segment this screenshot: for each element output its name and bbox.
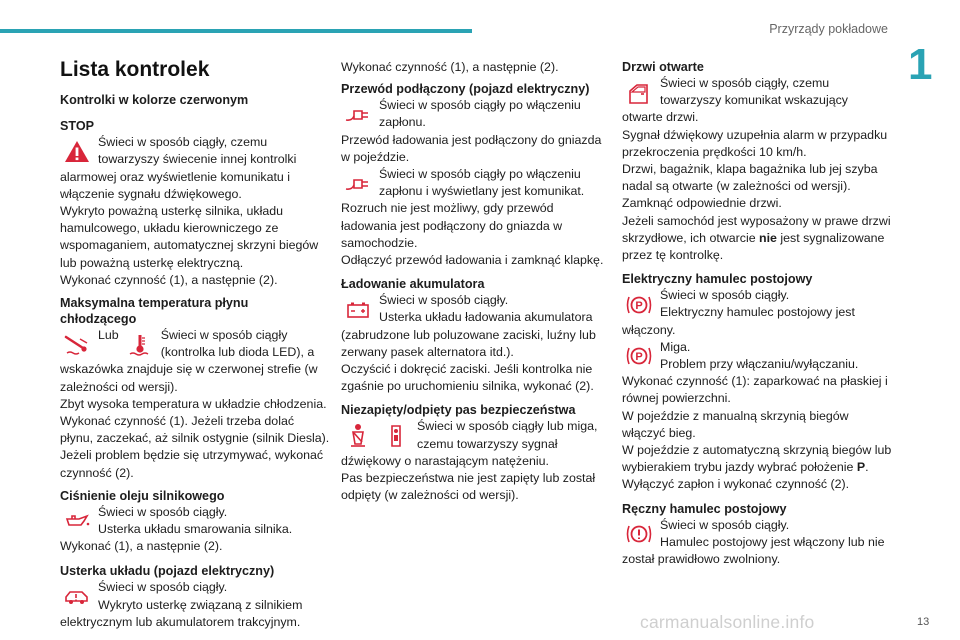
parking-brake-p-icon	[622, 340, 656, 373]
coolant-row	[60, 327, 325, 361]
coolant-text: zależności od wersji).	[60, 379, 178, 394]
plugged-text: ładowania jest podłączony do gniazda w	[341, 218, 563, 233]
battery-text-right-1: Świeci w sposób ciągły.	[379, 293, 509, 308]
epb-gear-post: .	[865, 460, 869, 475]
doors-text-right-2: towarzyszy komunikat wskazujący	[660, 93, 848, 108]
plugged-text-right-3: Świeci w sposób ciągły po włączeniu	[379, 167, 581, 182]
epb-text: włączyć bieg.	[622, 425, 696, 440]
coolant-title-2: chłodzącego	[60, 312, 137, 327]
stop-text: hamulcowego, układu kierowniczego ze	[60, 221, 279, 236]
stop-text: Wykryto poważną usterkę silnika, układu	[60, 204, 284, 219]
epb-gear-pre: wybierakiem trybu jazdy wybrać położenie	[622, 460, 857, 475]
coolant-text: Jeżeli problem będzie się utrzymywać, wykonać	[60, 448, 324, 463]
battery-row	[341, 292, 605, 326]
ev-fault-text-right-2: Wykryto usterkę związaną z silnikiem	[98, 597, 303, 612]
epb-text: Wyłączyć zapłon i wykonać czynność (2).	[622, 477, 850, 492]
doors-text-pre: skrzydłowe, ich otwarcie	[622, 230, 760, 245]
seatbelt-row	[341, 418, 605, 452]
oil-text-right-2: Usterka układu smarowania silnika.	[98, 522, 293, 537]
stop-row	[60, 134, 325, 168]
car-fault-icon	[60, 580, 94, 613]
seatbelt-text: odpięty (w zależności od wersji).	[341, 488, 519, 503]
coolant-temperature-icon	[123, 328, 157, 361]
stop-text: Wykonać czynność (1), a następnie (2).	[60, 272, 278, 287]
stop-text: alarmowej oraz wyświetlenie komunikatu i	[60, 169, 291, 184]
stop-text-right-2: towarzyszy świecenie innej kontrolki	[98, 152, 297, 167]
epb-text: Wykonać czynność (1): zaparkować na płaskiej i	[622, 374, 888, 389]
battery-text-right-2: Usterka układu ładowania akumulatora	[379, 310, 593, 325]
seatbelt-text: Pas bezpieczeństwa nie jest zapięty lub został	[341, 471, 596, 486]
triangle-exclamation-icon	[60, 135, 94, 168]
header-accent-bar	[0, 29, 472, 33]
epb-row-2	[622, 339, 887, 373]
epb-gear-bold: P	[856, 460, 866, 475]
coolant-thermometer-icon	[60, 328, 94, 361]
coolant-text: wskazówka znajduje się w czerwonej strefie (w	[60, 362, 318, 377]
doors-text: otwarte drzwi.	[622, 110, 699, 125]
plugged-text: w pojeździe.	[341, 149, 410, 164]
coolant-text: Zbyt wysoka temperatura w układzie chłodzenia.	[60, 396, 327, 411]
oil-can-icon	[60, 505, 94, 538]
plugged-title: Przewód podłączony (pojazd elektryczny)	[341, 82, 590, 97]
epb-text-right-2: Elektryczny hamulec postojowy jest	[660, 305, 855, 320]
col2-intro: Wykonać czynność (1), a następnie (2).	[341, 60, 559, 74]
stop-title: STOP	[60, 119, 95, 134]
column-3	[622, 56, 892, 568]
manual-brake-row	[622, 517, 887, 551]
stop-text-right-1: Świeci w sposób ciągły, czemu	[98, 135, 268, 150]
plugged-text: Odłączyć przewód ładowania i zamknąć klapkę.	[341, 253, 604, 268]
epb-title: Elektryczny hamulec postojowy	[622, 272, 813, 287]
seatbelt-text-right-2: czemu towarzyszy sygnał	[417, 436, 558, 451]
charging-plug-icon	[341, 98, 375, 131]
stop-text: lub poważną usterkę elektryczną.	[60, 255, 244, 270]
doors-text: Drzwi, bagażnik, klapa bagażnika lub jej szyba	[622, 162, 878, 177]
doors-text: Jeżeli samochód jest wyposażony w prawe drzwi	[622, 213, 891, 228]
epb-text: W pojeździe z manualną skrzynią biegów	[622, 408, 849, 423]
epb-text: włączony.	[622, 322, 676, 337]
seatbelt-icon	[341, 419, 375, 452]
page-number: 13	[917, 616, 930, 628]
oil-row	[60, 504, 325, 538]
doors-text: przekroczenia prędkości 10 km/h.	[622, 144, 807, 159]
epb-text-mixed	[622, 459, 887, 476]
doors-text: Zamknąć odpowiednie drzwi.	[622, 196, 782, 211]
manual-brake-text: został prawidłowo zwolniony.	[622, 552, 781, 567]
doors-text-post: jest sygnalizowane	[776, 230, 885, 245]
plugged-row-2	[341, 166, 605, 200]
doors-text: nadal są otwarte (w zależności od wersji).	[622, 179, 851, 194]
coolant-text-right-1: Świeci w sposób ciągły	[160, 328, 288, 343]
coolant-text: płynu, zaczekać, aż silnik ostygnie (silnik Diesla).	[60, 431, 330, 446]
charging-plug-icon	[341, 167, 375, 200]
epb-text: W pojeździe z automatyczną skrzynią biegów lub	[622, 443, 892, 458]
column-1	[60, 56, 330, 631]
stop-text: wspomaganiem, automatycznej skrzyni biegów	[60, 238, 319, 253]
doors-text-right-1: Świeci w sposób ciągły, czemu	[660, 76, 830, 90]
doors-title: Drzwi otwarte	[622, 60, 704, 74]
manual-brake-text-right-1: Świeci w sposób ciągły.	[660, 517, 790, 532]
ev-fault-text-right-1: Świeci w sposób ciągły.	[98, 580, 228, 595]
doors-row	[622, 75, 887, 109]
epb-text-right-4: Problem przy włączaniu/wyłączaniu.	[660, 357, 859, 372]
stop-text: włączenie sygnału dźwiękowego.	[60, 186, 242, 201]
plugged-text-right-4: zapłonu i wyświetlany jest komunikat.	[379, 184, 585, 199]
seatbelt-title: Niezapięty/odpięty pas bezpieczeństwa	[341, 403, 576, 418]
section-subheading: Kontrolki w kolorze czerwonym	[60, 93, 249, 107]
epb-text: równej powierzchni.	[622, 391, 731, 406]
ev-fault-text: elektrycznym lub akumulatorem trakcyjnym.	[60, 614, 301, 629]
ev-fault-title: Usterka układu (pojazd elektryczny)	[60, 564, 275, 579]
plugged-row-1	[341, 97, 605, 131]
watermark: carmanualsonline.info	[640, 612, 815, 632]
door-open-icon	[622, 76, 656, 109]
oil-text: Wykonać (1), a następnie (2).	[60, 539, 223, 554]
doors-text-mixed	[622, 230, 887, 247]
plugged-text: samochodzie.	[341, 235, 418, 250]
ev-fault-row	[60, 579, 325, 613]
section-header-title: Przyrządy pokładowe	[769, 22, 888, 36]
svg-text:P: P	[635, 351, 643, 364]
page-title: Lista kontrolek	[60, 58, 210, 81]
oil-title: Ciśnienie oleju silnikowego	[60, 488, 225, 503]
oil-text-right-1: Świeci w sposób ciągły.	[98, 504, 228, 519]
plugged-text-right-2: zapłonu.	[379, 115, 426, 130]
coolant-or-label: Lub	[98, 328, 119, 343]
doors-text: przez tę kontrolkę.	[622, 248, 724, 263]
parking-brake-p-icon	[622, 288, 656, 321]
plugged-text: Przewód ładowania jest podłączony do gniazda	[341, 132, 602, 147]
column-2	[341, 56, 605, 504]
manual-brake-title: Ręczny hamulec postojowy	[622, 501, 787, 516]
seatbelt-rear-icon	[379, 419, 413, 452]
battery-text: zgaśnie po uruchomieniu silnika, wykonać (2).	[341, 379, 594, 394]
coolant-title-1: Maksymalna temperatura płynu	[60, 296, 249, 311]
battery-icon	[341, 293, 375, 326]
battery-text: Oczyścić i dokręcić zaciski. Jeśli kontrolka nie	[341, 362, 593, 377]
seatbelt-text-right-1: Świeci w sposób ciągły lub miga,	[417, 419, 598, 434]
battery-title: Ładowanie akumulatora	[341, 277, 485, 292]
battery-text: zerwany pasek alternatora itd.).	[341, 344, 514, 359]
battery-text: (zabrudzone lub poluzowane zaciski, luźny lub	[341, 327, 596, 342]
parking-brake-icon	[622, 518, 656, 551]
coolant-text-right-2: (kontrolka lub dioda LED), a	[160, 345, 315, 360]
seatbelt-text: dźwiękowy o narastającym natężeniu.	[341, 453, 549, 468]
svg-text:P: P	[635, 299, 643, 312]
epb-text-right-1: Świeci w sposób ciągły.	[660, 288, 790, 303]
coolant-text: Wykonać czynność (1). Jeżeli trzeba dolać	[60, 414, 295, 429]
doors-text-bold: nie	[759, 230, 777, 245]
epb-text-right-3: Miga.	[660, 339, 691, 354]
doors-text: Sygnał dźwiękowy uzupełnia alarm w przypadku	[622, 127, 888, 142]
chapter-number: 1	[908, 40, 933, 89]
plugged-text: Rozruch nie jest możliwy, gdy przewód	[341, 201, 554, 216]
coolant-text: czynność (2).	[60, 465, 134, 480]
plugged-text-right-1: Świeci w sposób ciągły po włączeniu	[379, 98, 581, 113]
epb-row-1	[622, 287, 887, 321]
manual-brake-text-right-2: Hamulec postojowy jest włączony lub nie	[660, 534, 885, 549]
